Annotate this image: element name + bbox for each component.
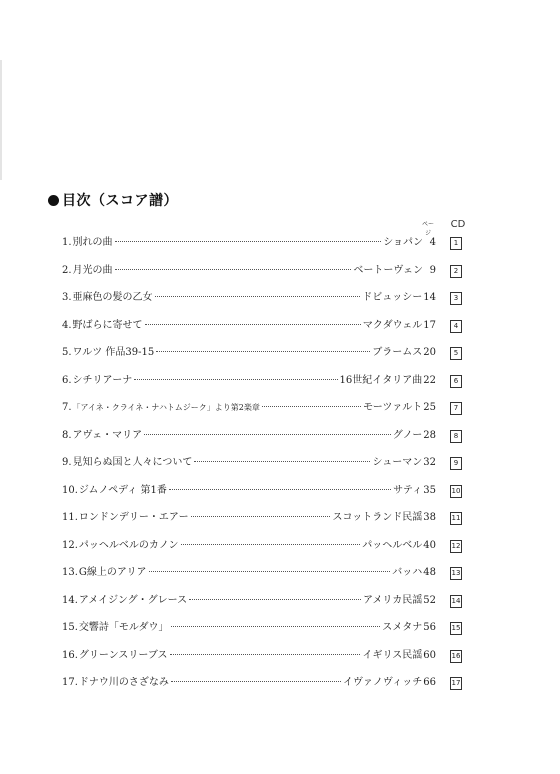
entry-page: 35 — [423, 484, 436, 496]
entry-number: 3. — [62, 292, 72, 303]
entry-number: 5. — [62, 347, 72, 358]
entry-number: 16. — [62, 649, 78, 661]
entry-page: 4 — [429, 237, 436, 248]
entry-composer: ベートーヴェン — [353, 264, 423, 276]
toc-heading-text: 目次（スコア譜） — [62, 193, 178, 209]
entry-page: 52 — [423, 594, 436, 606]
leader-dots — [171, 626, 381, 627]
toc-entry[interactable] — [0, 593, 560, 609]
entry-page: 17 — [423, 319, 436, 331]
entry-page: 38 — [423, 512, 436, 523]
leader-dots — [115, 241, 382, 242]
entry-composer: 16世紀イタリア曲 — [339, 374, 423, 386]
cd-track-badge: 11 — [450, 512, 462, 525]
entry-title: グリーンスリーブス — [78, 649, 168, 661]
entry-number: 14. — [62, 594, 78, 606]
entry-composer: スコットランド民謡 — [332, 512, 423, 523]
entry-title: 亜麻色の髪の乙女 — [72, 292, 153, 303]
entry-title: ジムノペディ 第1番 — [78, 484, 167, 496]
cd-track-badge: 8 — [450, 430, 462, 443]
leader-dots — [189, 599, 361, 600]
entry-page: 20 — [423, 347, 436, 358]
entry-number: 8. — [62, 429, 72, 441]
entry-number: 6. — [62, 374, 72, 386]
leader-dots — [170, 654, 361, 655]
entry-page: 28 — [423, 429, 436, 441]
entry-composer: グノー — [392, 429, 423, 441]
toc-entry[interactable] — [0, 263, 560, 279]
entry-title: シチリアーナ — [72, 374, 133, 386]
toc-entry[interactable] — [0, 345, 560, 361]
entry-page: 22 — [423, 374, 436, 386]
cd-track-badge: 12 — [450, 540, 462, 553]
entry-page: 32 — [423, 457, 436, 468]
leader-dots — [115, 269, 352, 270]
cd-column-header: CD — [450, 219, 466, 230]
entry-number: 13. — [62, 567, 78, 578]
entry-composer: ブラームス — [372, 347, 423, 358]
entry-composer: アメリカ民謡 — [362, 594, 423, 606]
entry-title: 交響詩「モルダウ」 — [78, 622, 169, 633]
entry-page: 25 — [423, 402, 436, 413]
entry-number: 15. — [62, 622, 78, 633]
leader-dots — [134, 379, 337, 380]
entry-page: 9 — [429, 264, 436, 276]
entry-page: 60 — [423, 649, 436, 661]
leader-dots — [144, 434, 391, 435]
cd-track-badge: 2 — [450, 265, 462, 278]
entry-composer: パッヘルベル — [362, 539, 423, 551]
entry-title: 見知らぬ国と人々について — [72, 457, 193, 468]
entry-page: 48 — [423, 567, 436, 578]
entry-title: ロンドンデリー・エアー — [78, 512, 189, 523]
entry-title: 月光の曲 — [72, 264, 113, 276]
entry-number: 9. — [62, 457, 72, 468]
entry-composer: バッハ — [392, 567, 423, 578]
toc-heading — [48, 190, 178, 210]
entry-number: 17. — [62, 677, 78, 688]
cd-track-badge: 7 — [450, 402, 462, 415]
entry-composer: シューマン — [372, 457, 423, 468]
leader-dots — [156, 351, 370, 352]
entry-page: 66 — [423, 677, 436, 688]
cd-track-badge: 5 — [450, 347, 462, 360]
page-edge-shadow — [0, 60, 2, 180]
entry-number: 7. — [62, 402, 72, 413]
toc-entry[interactable] — [0, 235, 560, 251]
page-column-header: ページ — [421, 221, 434, 237]
entry-number: 11. — [62, 512, 78, 523]
entry-title: アメイジング・グレース — [78, 594, 188, 606]
entry-composer: マクダウェル — [362, 319, 423, 331]
cd-track-badge: 16 — [450, 650, 462, 663]
leader-dots — [149, 571, 391, 572]
entry-page: 14 — [423, 292, 436, 303]
entry-page: 40 — [423, 539, 436, 551]
toc-entry[interactable] — [0, 455, 560, 471]
leader-dots — [169, 489, 391, 490]
entry-title: 「アイネ・クライネ・ナハトムジーク」より第2楽章 — [72, 403, 260, 412]
entry-number: 4. — [62, 319, 72, 331]
toc-entry[interactable] — [0, 510, 560, 526]
toc-entry[interactable] — [0, 373, 560, 389]
cd-track-badge: 4 — [450, 320, 462, 333]
cd-track-badge: 14 — [450, 595, 462, 608]
entry-page: 56 — [423, 622, 436, 633]
cd-track-badge: 1 — [450, 237, 462, 250]
cd-track-badge: 13 — [450, 567, 462, 580]
toc-entry[interactable] — [0, 648, 560, 664]
leader-dots — [262, 406, 361, 407]
entry-title: パッヘルベルのカノン — [78, 539, 179, 551]
leader-dots — [181, 544, 361, 545]
toc-entry[interactable] — [0, 428, 560, 444]
entry-title: ワルツ 作品39-15 — [72, 347, 155, 358]
entry-title: G線上のアリア — [78, 567, 147, 578]
toc-entry[interactable] — [0, 290, 560, 306]
toc-entry[interactable] — [0, 565, 560, 581]
entry-composer: スメタナ — [382, 622, 423, 633]
toc-entry[interactable] — [0, 538, 560, 554]
entry-composer: モーツァルト — [363, 402, 423, 413]
column-headers — [0, 219, 560, 235]
leader-dots — [171, 681, 341, 682]
entry-composer: イヴァノヴィッチ — [342, 677, 423, 688]
cd-track-badge: 15 — [450, 622, 462, 635]
toc-entry[interactable] — [0, 620, 560, 636]
leader-dots — [191, 516, 331, 517]
entry-number: 12. — [62, 539, 78, 551]
leader-dots — [145, 324, 361, 325]
entry-title: 別れの曲 — [72, 237, 113, 248]
entry-title: アヴェ・マリア — [72, 429, 143, 441]
cd-track-badge: 10 — [450, 485, 462, 498]
cd-track-badge: 9 — [450, 457, 462, 470]
cd-track-badge: 3 — [450, 292, 462, 305]
entry-number: 1. — [62, 237, 72, 248]
bullet-icon — [48, 195, 59, 206]
entry-number: 2. — [62, 264, 72, 276]
entry-composer: ショパン — [383, 237, 423, 248]
toc-entry[interactable] — [0, 318, 560, 334]
toc-entry[interactable] — [0, 675, 560, 691]
entry-composer: サティ — [393, 484, 423, 496]
cd-track-badge: 17 — [450, 677, 462, 690]
leader-dots — [155, 296, 361, 297]
leader-dots — [194, 461, 370, 462]
entry-title: 野ばらに寄せて — [72, 319, 143, 331]
toc-entry[interactable] — [0, 400, 560, 416]
entry-title: ドナウ川のさざなみ — [78, 677, 169, 688]
entry-composer: イギリス民謡 — [362, 649, 423, 661]
cd-track-badge: 6 — [450, 375, 462, 388]
entry-number: 10. — [62, 484, 78, 496]
toc-entry[interactable] — [0, 483, 560, 499]
entry-composer: ドビュッシー — [362, 292, 423, 303]
